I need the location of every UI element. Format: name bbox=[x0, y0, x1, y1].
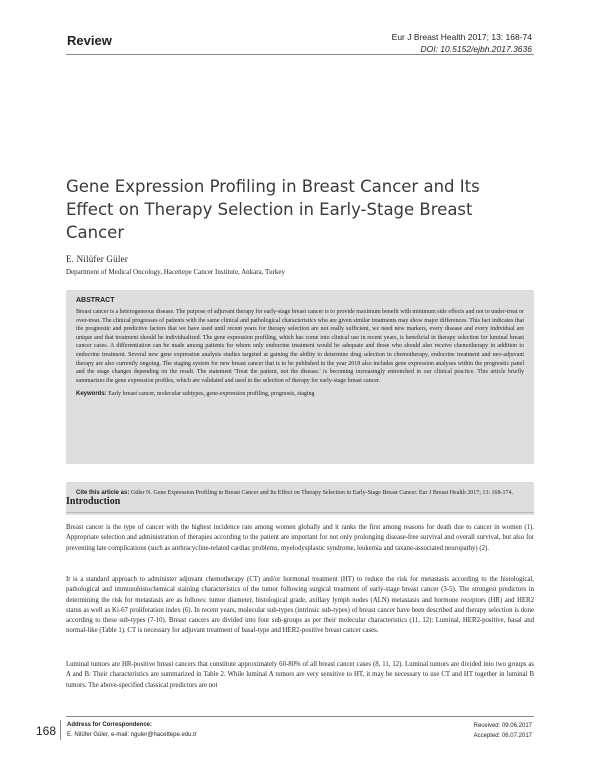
correspondence-label: Address for Correspondence: bbox=[67, 722, 153, 728]
body-paragraph: It is a standard approach to administer adjuvant chemotherapy (CT) and/or hormonal treatment (HT) to reduce the risk for metastasis according to the histological, pathological and immunohistochemical staining characteristics of the tumor following surgical treatment of early-stage breast cancer (3-5). The strongest predictors in determining the risk for metastasis are as follows: tumor diameter, histological grade, axillary lymph nodes (ALN) metastasis and hormone receptors (HR) and HER2 status as well as Ki-67 proliferation index (6). In recent years, molecular sub-types (intrinsic sub-types) of breast cancer have been described and therapy selection is done according to these sub-types (7-10). Breast cancers are divided into four sub-groups as per their molecular characteristics (11, 12): Luminal, HER2-positive, basal and normal-like (Table 1). CT is necessary for adjuvant treatment of basal-type and HER2-positive breast cancer cases. bbox=[66, 576, 534, 635]
footer-divider bbox=[66, 716, 534, 717]
introduction-heading: Introduction bbox=[66, 496, 121, 507]
journal-info bbox=[392, 31, 532, 55]
page-number: 168 bbox=[36, 724, 57, 738]
body-paragraph: Luminal tumors are HR-positive breast cancers that constitute approximately 60-80% of all breast cancer cases (8, 11, 12). Luminal tumors are divided into two groups as A and B: Their characteristics are summarized in Table 2. While luminal A tumors are very sensitive to HT, it may be necessary to use CT and HT together in luminal B tumors. The above-specified classical predictors are not bbox=[66, 661, 534, 689]
article-dates bbox=[474, 721, 532, 741]
abstract-heading: ABSTRACT bbox=[76, 297, 115, 304]
author-affiliation: Department of Medical Oncology, Hacettepe Cancer Institute, Ankara, Turkey bbox=[66, 268, 286, 276]
article-title: Gene Expression Profiling in Breast Cancer and Its Effect on Therapy Selection in Early-Stage Breast Cancer bbox=[66, 177, 480, 242]
correspondence bbox=[60, 720, 197, 740]
keywords bbox=[76, 390, 524, 398]
introduction-divider bbox=[66, 512, 534, 513]
doi-link[interactable]: DOI: 10.5152/ejbh.2017.3636 bbox=[420, 44, 532, 54]
received-date: Received: 09.06.2017 bbox=[473, 723, 532, 729]
abstract-box bbox=[66, 290, 534, 464]
author-name: E. Nilüfer Güler bbox=[66, 254, 128, 264]
citation-label: Cite this article as: bbox=[76, 490, 130, 496]
abstract-text: Breast cancer is a heterogeneous disease. The purpose of adjuvant therapy for early-stage breast cancer is to provide maximum benefit with minimum side effects and not to under-treat or over-treat. The clinical progresses of patients with the same clinical and pathological characteristics who are given similar treatments may show major differences. This fact indicates that the prognostic and predictive factors that we have used until recent years for therapy selection are not really sufficient, we need new markers, every disease and every individual are unique and that treatment should be individualized. The gene expression profiling, which has come into clinical use in recent years, is beneficial in therapy selection for luminal breast cancer cases. A differentiation can be made among patients for whom only endocrine treatment would be adequate and those who should also receive chemotherapy in addition to endocrine treatment. Several new gene expression analysis studies targeted at gaining the ability to determine drug selection in chemotherapy, endocrine treatment and neo-adjuvant therapy are also currently ongoing. The staging system for new breast cancer that is to be published in the year 2018 also includes gene expression analyses within the prognostic panel and the stage changes depending on the result. The statement 'Treat the patient, not the disease.' is becoming increasingly entrenched in our clinical practice. This article briefly summarizes the gene expression profiles, which are validated and used in the selection of therapy for early-stage breast cancer. bbox=[76, 309, 525, 384]
correspondence-text[interactable]: E. Nilüfer Güler, e-mail: nguler@hacettepe.edu.tr bbox=[67, 732, 197, 738]
keywords-label: Keywords: bbox=[76, 391, 107, 398]
keywords-list: Early breast cancer, molecular subtypes, gene-expression profiling, prognosis, staging bbox=[108, 391, 315, 398]
section-label: Review bbox=[67, 33, 112, 48]
journal-citation: Eur J Breast Health 2017; 13: 168-74 bbox=[391, 32, 532, 42]
accepted-date: Accepted: 06.07.2017 bbox=[473, 733, 532, 739]
citation-text: Güler N. Gene Expression Profiling in Breast Cancer and Its Effect on Therapy Selection in Early-Stage Breast Cancer. Eur J Breast Health 2017; 13: 168-174. bbox=[130, 490, 514, 496]
citation-box bbox=[66, 482, 534, 515]
header-divider bbox=[66, 54, 534, 55]
body-paragraph: Breast cancer is the type of cancer with the highest incidence rate among women globally and it ranks the first among reasons for death due to cancer in women (1). Appropriate selection and administration of therapies according to the patient are important for not only prolonging disease-free survival and overall survival, but also for preventing late complications (such as anthracycline-related cardiac problems, myelodysplastic syndrome, leukemia and taxane-associated neuropathy) (2). bbox=[66, 524, 534, 552]
